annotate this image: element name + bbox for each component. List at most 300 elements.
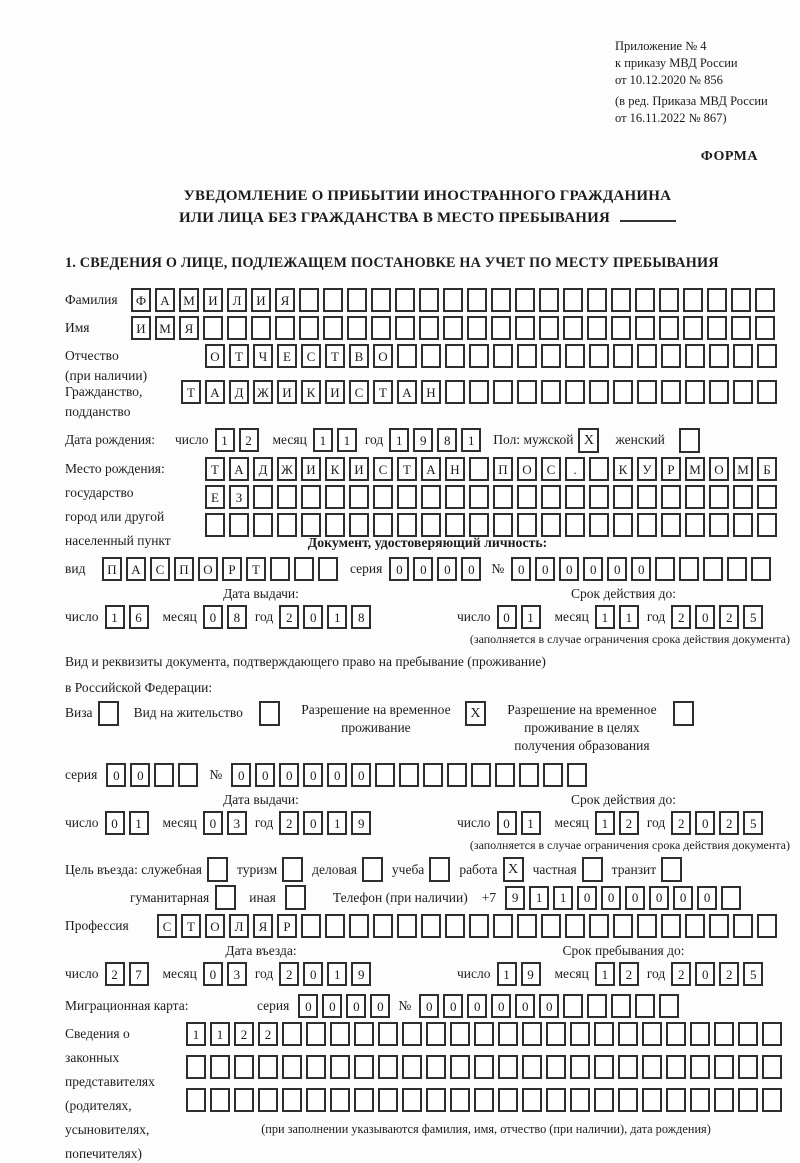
- char-cell[interactable]: [323, 288, 343, 312]
- char-cell[interactable]: [519, 763, 539, 787]
- char-cell[interactable]: [347, 316, 367, 340]
- char-cell[interactable]: 0: [231, 763, 251, 787]
- char-cell[interactable]: Ж: [277, 457, 297, 481]
- char-cell[interactable]: [635, 288, 655, 312]
- char-cell[interactable]: [178, 763, 198, 787]
- char-cell[interactable]: [467, 288, 487, 312]
- char-cell[interactable]: О: [517, 457, 537, 481]
- char-cell[interactable]: [727, 557, 747, 581]
- char-cell[interactable]: [445, 380, 465, 404]
- char-cell[interactable]: [227, 316, 247, 340]
- char-cell[interactable]: [402, 1088, 422, 1112]
- char-cell[interactable]: [731, 288, 751, 312]
- char-cell[interactable]: 0: [467, 994, 487, 1018]
- char-cell[interactable]: 2: [279, 811, 299, 835]
- char-cell[interactable]: [541, 380, 561, 404]
- char-cell[interactable]: [253, 513, 273, 537]
- char-cell[interactable]: [253, 485, 273, 509]
- char-cell[interactable]: [445, 485, 465, 509]
- char-cell[interactable]: [474, 1088, 494, 1112]
- char-cell[interactable]: 0: [535, 557, 555, 581]
- char-cell[interactable]: 1: [215, 428, 235, 452]
- char-cell[interactable]: А: [126, 557, 146, 581]
- char-cell[interactable]: [229, 513, 249, 537]
- char-cell[interactable]: [690, 1022, 710, 1046]
- char-cell[interactable]: [637, 914, 657, 938]
- char-cell[interactable]: 1: [327, 605, 347, 629]
- purpose-work-checkbox[interactable]: X: [503, 857, 524, 882]
- char-cell[interactable]: 1: [389, 428, 409, 452]
- char-cell[interactable]: Н: [421, 380, 441, 404]
- char-cell[interactable]: [733, 914, 753, 938]
- char-cell[interactable]: [421, 513, 441, 537]
- char-cell[interactable]: [690, 1088, 710, 1112]
- char-cell[interactable]: [565, 380, 585, 404]
- char-cell[interactable]: [685, 513, 705, 537]
- char-cell[interactable]: И: [349, 457, 369, 481]
- char-cell[interactable]: [517, 513, 537, 537]
- char-cell[interactable]: [402, 1055, 422, 1079]
- char-cell[interactable]: [683, 316, 703, 340]
- char-cell[interactable]: [186, 1088, 206, 1112]
- char-cell[interactable]: 0: [697, 886, 717, 910]
- char-cell[interactable]: [587, 316, 607, 340]
- char-cell[interactable]: [495, 763, 515, 787]
- char-cell[interactable]: 0: [303, 962, 323, 986]
- char-cell[interactable]: 0: [491, 994, 511, 1018]
- char-cell[interactable]: З: [229, 485, 249, 509]
- char-cell[interactable]: [738, 1088, 758, 1112]
- char-cell[interactable]: [709, 344, 729, 368]
- char-cell[interactable]: [613, 914, 633, 938]
- char-cell[interactable]: [659, 994, 679, 1018]
- char-cell[interactable]: 1: [337, 428, 357, 452]
- char-cell[interactable]: [517, 344, 537, 368]
- char-cell[interactable]: 9: [413, 428, 433, 452]
- char-cell[interactable]: 2: [279, 962, 299, 986]
- char-cell[interactable]: Т: [205, 457, 225, 481]
- char-cell[interactable]: 0: [695, 605, 715, 629]
- char-cell[interactable]: [445, 344, 465, 368]
- char-cell[interactable]: [421, 914, 441, 938]
- char-cell[interactable]: [637, 344, 657, 368]
- char-cell[interactable]: [733, 513, 753, 537]
- char-cell[interactable]: [347, 288, 367, 312]
- char-cell[interactable]: [541, 344, 561, 368]
- purpose-tourism-checkbox[interactable]: [282, 857, 303, 882]
- char-cell[interactable]: .: [565, 457, 585, 481]
- char-cell[interactable]: [618, 1088, 638, 1112]
- char-cell[interactable]: [318, 557, 338, 581]
- char-cell[interactable]: Т: [397, 457, 417, 481]
- char-cell[interactable]: [751, 557, 771, 581]
- char-cell[interactable]: [330, 1055, 350, 1079]
- gender-male-checkbox[interactable]: X: [578, 428, 599, 453]
- char-cell[interactable]: 0: [607, 557, 627, 581]
- char-cell[interactable]: [703, 557, 723, 581]
- char-cell[interactable]: 0: [515, 994, 535, 1018]
- char-cell[interactable]: [589, 485, 609, 509]
- char-cell[interactable]: [757, 485, 777, 509]
- char-cell[interactable]: [517, 914, 537, 938]
- char-cell[interactable]: [323, 316, 343, 340]
- char-cell[interactable]: 2: [234, 1022, 254, 1046]
- char-cell[interactable]: Р: [277, 914, 297, 938]
- char-cell[interactable]: Ж: [253, 380, 273, 404]
- char-cell[interactable]: 0: [327, 763, 347, 787]
- char-cell[interactable]: [203, 316, 223, 340]
- char-cell[interactable]: [205, 513, 225, 537]
- char-cell[interactable]: [349, 513, 369, 537]
- char-cell[interactable]: [757, 380, 777, 404]
- char-cell[interactable]: К: [301, 380, 321, 404]
- char-cell[interactable]: [637, 380, 657, 404]
- char-cell[interactable]: С: [157, 914, 177, 938]
- char-cell[interactable]: [546, 1055, 566, 1079]
- char-cell[interactable]: [733, 344, 753, 368]
- char-cell[interactable]: С: [301, 344, 321, 368]
- char-cell[interactable]: [349, 914, 369, 938]
- char-cell[interactable]: [757, 914, 777, 938]
- char-cell[interactable]: Д: [253, 457, 273, 481]
- char-cell[interactable]: О: [205, 914, 225, 938]
- char-cell[interactable]: [685, 485, 705, 509]
- char-cell[interactable]: И: [251, 288, 271, 312]
- char-cell[interactable]: О: [205, 344, 225, 368]
- char-cell[interactable]: [666, 1022, 686, 1046]
- char-cell[interactable]: [565, 914, 585, 938]
- char-cell[interactable]: [325, 513, 345, 537]
- char-cell[interactable]: [395, 288, 415, 312]
- char-cell[interactable]: [659, 288, 679, 312]
- char-cell[interactable]: [471, 763, 491, 787]
- char-cell[interactable]: 8: [351, 605, 371, 629]
- char-cell[interactable]: [690, 1055, 710, 1079]
- char-cell[interactable]: [707, 288, 727, 312]
- char-cell[interactable]: [541, 914, 561, 938]
- char-cell[interactable]: 2: [719, 811, 739, 835]
- char-cell[interactable]: [541, 485, 561, 509]
- char-cell[interactable]: 0: [695, 962, 715, 986]
- char-cell[interactable]: [421, 344, 441, 368]
- char-cell[interactable]: [493, 485, 513, 509]
- char-cell[interactable]: [738, 1055, 758, 1079]
- char-cell[interactable]: [469, 344, 489, 368]
- char-cell[interactable]: [354, 1055, 374, 1079]
- char-cell[interactable]: [659, 316, 679, 340]
- char-cell[interactable]: [493, 914, 513, 938]
- char-cell[interactable]: [277, 485, 297, 509]
- char-cell[interactable]: А: [229, 457, 249, 481]
- char-cell[interactable]: А: [421, 457, 441, 481]
- char-cell[interactable]: [426, 1022, 446, 1046]
- char-cell[interactable]: 0: [303, 811, 323, 835]
- char-cell[interactable]: 9: [351, 811, 371, 835]
- purpose-transit-checkbox[interactable]: [661, 857, 682, 882]
- char-cell[interactable]: [709, 380, 729, 404]
- char-cell[interactable]: Л: [229, 914, 249, 938]
- char-cell[interactable]: М: [179, 288, 199, 312]
- char-cell[interactable]: [738, 1022, 758, 1046]
- char-cell[interactable]: 0: [437, 557, 457, 581]
- temp-residence-edu-checkbox[interactable]: [673, 701, 694, 726]
- char-cell[interactable]: 1: [313, 428, 333, 452]
- char-cell[interactable]: 0: [625, 886, 645, 910]
- char-cell[interactable]: [733, 380, 753, 404]
- char-cell[interactable]: [635, 994, 655, 1018]
- char-cell[interactable]: [755, 316, 775, 340]
- char-cell[interactable]: 0: [203, 962, 223, 986]
- char-cell[interactable]: 1: [521, 811, 541, 835]
- char-cell[interactable]: 1: [186, 1022, 206, 1046]
- char-cell[interactable]: 9: [521, 962, 541, 986]
- char-cell[interactable]: [234, 1055, 254, 1079]
- char-cell[interactable]: 2: [619, 811, 639, 835]
- char-cell[interactable]: [210, 1088, 230, 1112]
- char-cell[interactable]: [378, 1088, 398, 1112]
- char-cell[interactable]: [498, 1055, 518, 1079]
- char-cell[interactable]: [301, 914, 321, 938]
- char-cell[interactable]: [589, 457, 609, 481]
- char-cell[interactable]: [611, 288, 631, 312]
- char-cell[interactable]: 8: [227, 605, 247, 629]
- char-cell[interactable]: 0: [497, 811, 517, 835]
- char-cell[interactable]: [375, 763, 395, 787]
- char-cell[interactable]: [762, 1088, 782, 1112]
- char-cell[interactable]: 0: [255, 763, 275, 787]
- char-cell[interactable]: 0: [497, 605, 517, 629]
- char-cell[interactable]: 2: [719, 962, 739, 986]
- char-cell[interactable]: М: [685, 457, 705, 481]
- char-cell[interactable]: 5: [743, 811, 763, 835]
- char-cell[interactable]: [491, 316, 511, 340]
- char-cell[interactable]: 1: [129, 811, 149, 835]
- char-cell[interactable]: [683, 288, 703, 312]
- char-cell[interactable]: [378, 1055, 398, 1079]
- char-cell[interactable]: 0: [298, 994, 318, 1018]
- char-cell[interactable]: [517, 485, 537, 509]
- char-cell[interactable]: 0: [351, 763, 371, 787]
- char-cell[interactable]: [498, 1088, 518, 1112]
- char-cell[interactable]: 7: [129, 962, 149, 986]
- char-cell[interactable]: 0: [649, 886, 669, 910]
- char-cell[interactable]: [450, 1088, 470, 1112]
- char-cell[interactable]: [306, 1055, 326, 1079]
- char-cell[interactable]: [642, 1088, 662, 1112]
- char-cell[interactable]: [541, 513, 561, 537]
- char-cell[interactable]: 0: [203, 605, 223, 629]
- char-cell[interactable]: [635, 316, 655, 340]
- char-cell[interactable]: [423, 763, 443, 787]
- char-cell[interactable]: [757, 344, 777, 368]
- residence-permit-checkbox[interactable]: [259, 701, 280, 726]
- char-cell[interactable]: [515, 288, 535, 312]
- char-cell[interactable]: 1: [595, 605, 615, 629]
- char-cell[interactable]: [301, 485, 321, 509]
- char-cell[interactable]: [270, 557, 290, 581]
- char-cell[interactable]: [611, 994, 631, 1018]
- char-cell[interactable]: [661, 914, 681, 938]
- char-cell[interactable]: [655, 557, 675, 581]
- char-cell[interactable]: [618, 1055, 638, 1079]
- char-cell[interactable]: [594, 1055, 614, 1079]
- char-cell[interactable]: [426, 1088, 446, 1112]
- char-cell[interactable]: [426, 1055, 446, 1079]
- char-cell[interactable]: С: [150, 557, 170, 581]
- char-cell[interactable]: [707, 316, 727, 340]
- char-cell[interactable]: О: [373, 344, 393, 368]
- char-cell[interactable]: 0: [631, 557, 651, 581]
- char-cell[interactable]: 0: [539, 994, 559, 1018]
- char-cell[interactable]: [373, 914, 393, 938]
- char-cell[interactable]: [515, 316, 535, 340]
- char-cell[interactable]: [299, 288, 319, 312]
- char-cell[interactable]: [546, 1088, 566, 1112]
- char-cell[interactable]: [354, 1088, 374, 1112]
- char-cell[interactable]: [282, 1022, 302, 1046]
- char-cell[interactable]: [397, 513, 417, 537]
- purpose-business-checkbox[interactable]: [362, 857, 383, 882]
- char-cell[interactable]: [685, 380, 705, 404]
- char-cell[interactable]: 0: [583, 557, 603, 581]
- char-cell[interactable]: 3: [227, 962, 247, 986]
- char-cell[interactable]: [613, 513, 633, 537]
- char-cell[interactable]: 5: [743, 605, 763, 629]
- char-cell[interactable]: [594, 1088, 614, 1112]
- char-cell[interactable]: П: [102, 557, 122, 581]
- char-cell[interactable]: [522, 1022, 542, 1046]
- char-cell[interactable]: [762, 1055, 782, 1079]
- char-cell[interactable]: 1: [521, 605, 541, 629]
- char-cell[interactable]: Т: [246, 557, 266, 581]
- char-cell[interactable]: У: [637, 457, 657, 481]
- char-cell[interactable]: 2: [671, 605, 691, 629]
- char-cell[interactable]: [709, 485, 729, 509]
- char-cell[interactable]: 0: [389, 557, 409, 581]
- char-cell[interactable]: Я: [179, 316, 199, 340]
- char-cell[interactable]: 0: [303, 763, 323, 787]
- char-cell[interactable]: [731, 316, 751, 340]
- char-cell[interactable]: 1: [619, 605, 639, 629]
- char-cell[interactable]: [491, 288, 511, 312]
- char-cell[interactable]: 0: [279, 763, 299, 787]
- char-cell[interactable]: [421, 485, 441, 509]
- char-cell[interactable]: [661, 513, 681, 537]
- char-cell[interactable]: [563, 994, 583, 1018]
- char-cell[interactable]: Е: [205, 485, 225, 509]
- char-cell[interactable]: [397, 914, 417, 938]
- char-cell[interactable]: [186, 1055, 206, 1079]
- char-cell[interactable]: [642, 1022, 662, 1046]
- char-cell[interactable]: 0: [419, 994, 439, 1018]
- char-cell[interactable]: [443, 288, 463, 312]
- char-cell[interactable]: [539, 316, 559, 340]
- char-cell[interactable]: [493, 513, 513, 537]
- char-cell[interactable]: [539, 288, 559, 312]
- char-cell[interactable]: О: [198, 557, 218, 581]
- char-cell[interactable]: И: [203, 288, 223, 312]
- char-cell[interactable]: [642, 1055, 662, 1079]
- char-cell[interactable]: 0: [303, 605, 323, 629]
- char-cell[interactable]: Р: [222, 557, 242, 581]
- char-cell[interactable]: 0: [577, 886, 597, 910]
- char-cell[interactable]: [397, 485, 417, 509]
- char-cell[interactable]: 0: [370, 994, 390, 1018]
- char-cell[interactable]: [714, 1088, 734, 1112]
- char-cell[interactable]: Т: [181, 914, 201, 938]
- char-cell[interactable]: [474, 1022, 494, 1046]
- char-cell[interactable]: 3: [227, 811, 247, 835]
- char-cell[interactable]: В: [349, 344, 369, 368]
- char-cell[interactable]: 0: [105, 811, 125, 835]
- char-cell[interactable]: [517, 380, 537, 404]
- char-cell[interactable]: 1: [105, 605, 125, 629]
- char-cell[interactable]: [258, 1088, 278, 1112]
- char-cell[interactable]: [397, 344, 417, 368]
- char-cell[interactable]: А: [397, 380, 417, 404]
- char-cell[interactable]: А: [155, 288, 175, 312]
- char-cell[interactable]: [762, 1022, 782, 1046]
- char-cell[interactable]: [498, 1022, 518, 1046]
- char-cell[interactable]: [349, 485, 369, 509]
- visa-checkbox[interactable]: [98, 701, 119, 726]
- char-cell[interactable]: [714, 1022, 734, 1046]
- char-cell[interactable]: [666, 1055, 686, 1079]
- char-cell[interactable]: [522, 1055, 542, 1079]
- char-cell[interactable]: [467, 316, 487, 340]
- char-cell[interactable]: [469, 513, 489, 537]
- char-cell[interactable]: 2: [279, 605, 299, 629]
- char-cell[interactable]: Д: [229, 380, 249, 404]
- char-cell[interactable]: [666, 1088, 686, 1112]
- char-cell[interactable]: [637, 485, 657, 509]
- char-cell[interactable]: Е: [277, 344, 297, 368]
- char-cell[interactable]: [567, 763, 587, 787]
- char-cell[interactable]: Я: [253, 914, 273, 938]
- char-cell[interactable]: [589, 513, 609, 537]
- char-cell[interactable]: [445, 513, 465, 537]
- char-cell[interactable]: И: [301, 457, 321, 481]
- char-cell[interactable]: [378, 1022, 398, 1046]
- char-cell[interactable]: [306, 1088, 326, 1112]
- char-cell[interactable]: [661, 344, 681, 368]
- char-cell[interactable]: [589, 380, 609, 404]
- char-cell[interactable]: 1: [327, 811, 347, 835]
- char-cell[interactable]: [587, 994, 607, 1018]
- char-cell[interactable]: [661, 380, 681, 404]
- char-cell[interactable]: М: [733, 457, 753, 481]
- char-cell[interactable]: 2: [619, 962, 639, 986]
- char-cell[interactable]: 6: [129, 605, 149, 629]
- char-cell[interactable]: П: [493, 457, 513, 481]
- char-cell[interactable]: М: [155, 316, 175, 340]
- char-cell[interactable]: [613, 380, 633, 404]
- char-cell[interactable]: [277, 513, 297, 537]
- char-cell[interactable]: А: [205, 380, 225, 404]
- char-cell[interactable]: [258, 1055, 278, 1079]
- char-cell[interactable]: [570, 1022, 590, 1046]
- char-cell[interactable]: [613, 344, 633, 368]
- char-cell[interactable]: К: [613, 457, 633, 481]
- char-cell[interactable]: [354, 1022, 374, 1046]
- char-cell[interactable]: [679, 557, 699, 581]
- char-cell[interactable]: [589, 344, 609, 368]
- char-cell[interactable]: [587, 288, 607, 312]
- char-cell[interactable]: Л: [227, 288, 247, 312]
- char-cell[interactable]: [469, 457, 489, 481]
- char-cell[interactable]: [721, 886, 741, 910]
- char-cell[interactable]: 1: [553, 886, 573, 910]
